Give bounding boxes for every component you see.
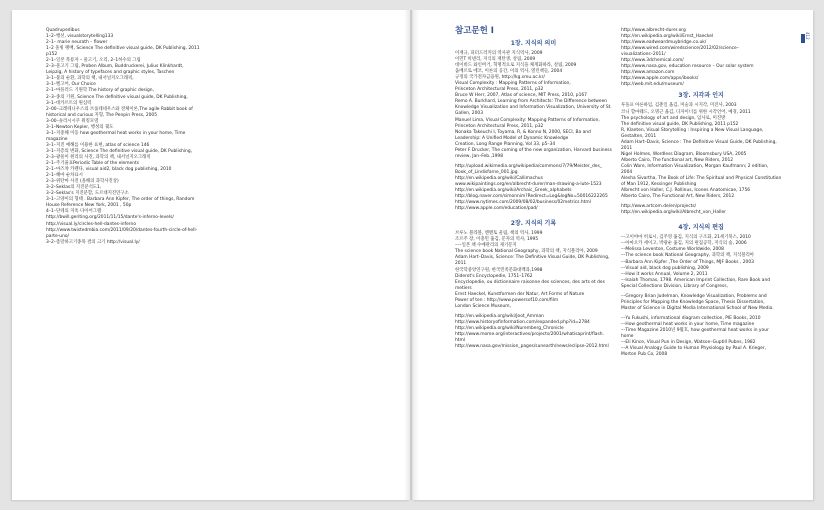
reference-line: ––A Visual Analogy Guide to Human Physiology by Paul A. Krieger, [621,346,767,352]
reference-url: http://web.mit.edu/museum/ [621,82,684,88]
reference-line: 2004 [621,169,633,175]
figure-credit-line: 3–1–지층의 변화, Science The definitive visual guide, DK Publishing, [46,148,192,154]
reference-line: 데이비드 와인버거, 혁명적으로 지식을 체계화하라, 살림, 2009 [455,63,577,69]
references-column-1-body [455,40,612,354]
reference-line: Albrecht von Haller, C.J. Rollinus, Icones Anatomicae, 1756 [621,188,751,194]
figure-credit-line: http://bwill.geriting.org/2011/11/15/dante's-inferno-levels/ [46,215,174,221]
reference-line: http://www.mome.org/interactives/projects/2001/whatisaprint/flash. [455,331,604,337]
reference-line: Princeton Architectural Press, 2011, p32 [455,123,544,129]
chapter-heading: 1장. 지식의 의미 [510,40,557,47]
left-reference-list [46,28,200,246]
reference-line: ––고이야마 히로시, 김주영 옮김, 지식의 구조화, 21세기북스, 2010 [621,235,751,241]
figure-credit-line: 2–3–위탄마 사진 (올해의 과학사진상) [46,179,119,185]
reference-line: 2011 [621,145,633,151]
reference-line: http://en.wikipedia.org/wiki/Nuremberg_Chronicle [455,325,564,331]
figure-credit-line: 2–1–일본 복룡자 – 물고기, 오리, 2–1허수의 그림 [46,58,141,64]
references-column-1 [455,26,612,354]
reference-line: Bruce W Herr, 2007, Atlas of science, MIT Press, 2010, p167 [455,93,587,99]
reference-line: Leadership: A Unified Model of Dynamic Knowledge [455,135,569,141]
reference-line: ––How geothermal heat works in your home, Time magazine [621,321,755,327]
figure-credit-line: 3–2–Seklas's 지진분할, 도르대지진연구소 [46,191,129,197]
chapter-heading: 3장. 지각과 인지 [678,92,724,100]
reference-line: R, Klanten, Visual Storytelling : Inspiring a New Visual Language, [621,127,764,133]
references-column-2-body [621,92,781,362]
figure-credit-line: http://www.twistedmbia.com/2011/09/20/dantes-fourth-circle-of-hell- [46,227,198,233]
reference-line: Visual Complexity : Mapping Patterns of Information, [455,81,571,87]
reference-line: Colin Ware, Information Visualization, Morgan Kaufmann; 2 edition, [621,163,769,169]
reference-url: visualizations–2011/ [621,52,666,58]
reference-line: 한국학중앙연구원, 한국민족문화대백과,1998 [455,267,543,273]
reference-line: http://en.wikipedia.org/wiki/Callimachus [455,175,543,181]
figure-credit-line: 3–1–Newton Kepler, 행성의 궤도 [46,124,114,130]
figure-credit-line: 3–00–솔리시시쿠 워킹모델 [46,118,99,124]
figure-credit-line: 3–1–지진 예해를 이용한 표현, atlas of science 146 [46,142,150,148]
reference-url: http://www.apple.com/apps/ibooks/ [621,76,699,82]
reference-line: ––The science book National Geography, 과학의 책, 지식블리아 [621,253,755,259]
references-column-2-top [621,28,781,88]
reference-line: ––Barbara Ann Kipfer ,The Order of Things, MJF Books , 2003 [621,259,754,265]
figure-credit-line: 2–1–주기율표Periodic Table of the elements [46,161,140,167]
reference-line: London Science Museum, [455,303,511,309]
figure-credit-line: 3–1–데카르트의 원심력 [46,100,92,106]
figure-credit-line: Leipzig, A history of typefaces and graphic styles, Taschen [46,70,175,76]
figure-credit-line: Quadrupedibus [46,28,80,33]
figure-credit-line: http://visual.ly/circles-hell-dantes-inferno [46,221,137,227]
figure-credit-line: 3–2–좀말하고기종목 결의 크기 http://visual.ly/ [46,239,140,245]
reference-line: Adam Hart–Davis, Science: The Definitive Visual Guide, DK Publishing, [455,255,610,261]
reference-line: ––Eli Kince, Visual Pun in Design, Watson–Guptill Pubns, 1982 [621,340,756,346]
reference-line: review, Jan–Feb.,1998 [455,153,504,159]
reference-line: http://en.wikipedia.org/wiki/Archaic_Greek_alphabets [455,188,572,194]
figure-credit-line: 3–1–벨고어, Our Choice [46,82,96,88]
reference-line: 이민T 히넨리, 지식의 재탄생, 살림, 2009 [455,57,536,63]
figure-credit-line: 1–2 올빙 팽배, Science The definitive visual guide, DK Publishing, 2011 [46,46,200,52]
figure-credit-line: 3–1–고양이의 형태 . Barbara Ann Kipfer, The order of things, Random [46,197,195,203]
figure-credit-line: 2–3–물고기 그림, Proben Album, Buddruckerei, Julius Klinkhardt, [46,64,184,70]
book-gutter-shadow [404,10,420,500]
reference-url: http://www.3dchemical.com/ [621,58,684,64]
reference-line: Alberto Cairo, The Functional Art, New Riders, 2012 [621,194,735,200]
reference-line: Adam Hart–Davis, Science : The Definitive Visual Guide, DK Publishing, [621,139,777,145]
section-spacer [455,212,612,216]
reference-line: http://www.nasa.gov/mission_pages/sunearth/news/eclipse-2012.html [455,344,609,350]
reference-line: http://en.wikipedia.org/wiki/Joot_Amman [455,313,544,319]
figure-credit-line: 2–1–해마 순차표시 [46,173,83,179]
figure-credit-line: 2–1–마플러드 기원학 The history of graphic design, [46,88,154,94]
references-title: 참고문헌 Ⅰ [455,26,494,36]
reference-line: ––Isaiah Thomas, 1798. American Imprint Collection, Rare Book and [621,277,771,283]
reference-line: Remo A. Burkhard, Learning from Architects: The Difference between [455,99,608,105]
reference-line: ––Yu Fukushi, informational diagram collection, PIE Books, 2010 [621,315,761,321]
reference-line: Diderot's Encyclopedie, 1751–1762 [455,273,533,279]
figure-credit-line: historical and curious 지형, The Penpin Press, 2005 [46,112,157,118]
reference-line: Alberto Cairo, The functional art, New Riders, 2012 [621,157,734,163]
reference-line: Gallen, 2003 [455,111,483,117]
reference-line: 이재규, 피터드러커의 역사관 지식역사, 2009 [455,51,543,56]
reference-line: ––Visual aid, black dog publishing, 2009 [621,265,709,271]
reference-line: Gestalten, 2011 [621,133,657,139]
reference-line: Encyclopedie, ou dictionnaire raisonne des sciences, des arts et des [455,279,605,285]
reference-line: The science book National Geography, 과학의 책, 지식블리아, 2009 [455,249,598,255]
reference-line: Special Collections Division, Library of Congress, [621,283,728,289]
reference-line: Principles for Mapping the Knowledge Space, Thesis Dissertation, [621,299,765,305]
figure-credit-line: 3–2–Seklas의 지진분석도1, [46,185,102,191]
reference-line: html [455,338,466,344]
reference-url: http://www.amazon.com [621,70,675,76]
reference-line: 규정의 국가전자금융원, http://kg.smu.ac.kr/ [455,75,545,81]
section-spacer [621,216,781,220]
reference-line: Knowledge Visualization and Information Visualization, University of St. [455,105,612,111]
figure-credit-line: 4–1–단테의 지옥 다이어그램 [46,209,102,215]
reference-line: Ernst Haeckel, Kunstformen der Natur, Art Forms of Nature [455,291,585,297]
reference-line: 조르주 장, 이충민 옮김, 문자의 역사, 1995 [455,237,539,243]
reference-url: http://www.eadweardmuybridge.co.uk/ [621,40,707,46]
reference-line: Nonaka Takeuchi I, Toyama, R, & Konno N, 2000, SECI, Ba and [455,129,591,135]
figure-credit-line: 3–1–불의 순환, 과학의 책, 내서널지오그래픽, [46,76,134,82]
reference-line: Morton Pub Co, 2008 [621,352,668,358]
reference-line: 브루노 블라볼, 멘멘토 울림, 책의 역사, 1999 [455,231,543,237]
page-number: 412 [805,32,810,40]
figure-credit-line: magazine [46,136,68,142]
reference-line: ––Time Magazine 2010년 9월호, how geothermal heat works in your [621,327,769,333]
reference-line: 움베르토 에코, 이론의 공간, 이의 역사, 열린책들, 2004 [455,69,563,75]
reference-line: ––Melissa Leventon, Costume Worldwide, 2008 [621,247,724,253]
reference-line: Master of Science in Digital Media International School of New Media. [621,305,774,311]
reference-line: 루돌프 아른하임, 김춘일 옮김, 미술과 시지각, 미진사, 2003 [621,103,737,109]
section-spacer [621,358,781,362]
reference-line: home [621,334,634,340]
reference-line: Peter F Drucker, The coming of the new organization, Harvard business [455,147,612,153]
reference-url: http://www.wired.com/wiredscience/2012/02/science– [621,46,739,52]
section-spacer [455,350,612,354]
reference-line: http://www.historyofinformation.com/expanded.php?id=2784 [455,319,590,325]
reference-line: Manuel Lima, Visual Complexity: Mapping Patterns of Information, [455,117,600,123]
reference-line: ––아마오카 세이고, 박광순 옮김, 지의 편집공학, 지식의 숲, 2006 [621,241,747,247]
figure-credit-line: 2–3–광물이 원리의 사진, 과학의 책, 내서널지오그래픽 [46,154,151,160]
reference-line: 2011 [455,261,467,267]
reference-line: Alesha Sivartha, The Book of Life: The Spiritual and Physical Constitution [621,176,782,182]
reference-url: http://www.nasa.gov, education resource – Our solar system [621,64,754,70]
reference-line: http://upload.wikimedia.org/wikipedia/commons/7/79/Meister_des_ [455,163,602,169]
reference-line: http://en.wikipedia.org/wiki/Albrecht_von_Haller [621,210,726,216]
figure-credit-line: 3–1–지중해 이동 how geothermal heat works in your home, Time [46,130,186,136]
chapter-heading: 4장. 지식의 편집 [678,224,724,232]
reference-line: Creation, Long Range Planning, Vol 33, p5–34 [455,141,556,147]
reference-line: http://www.artcom.de/en/projects/ [621,204,697,210]
reference-line: ––Gregory Brian Judelman, Knowledge Visualization, Problems and [621,293,767,299]
figure-credit-line: 2–1– marie neurath – flower [46,40,108,46]
reference-line: Power of ten : http://www.powersof10.com/film [455,297,559,303]
reference-line: Nigel Holmes, Wordless Diagram, Bloomsbury USA, 2005 [621,151,747,157]
figure-credit-line: parte-uno/ [46,233,70,239]
reference-line: metiers [455,285,472,291]
figure-credit-line: 1–2–행선, visualstorytelling133 [46,34,114,40]
chapter-heading: 2장. 지식의 기록 [510,220,557,228]
reference-line: www.wikipaintings.org/en/albrecht-durer/man-drawing-a-lute-1523 [455,181,602,187]
reference-line: ––How it works Annual, Volume 2, 2011 [621,271,708,277]
figure-credit-line: 2–00–크레테니우스의 브롤테네우스와 전체이론,The agile Rabbit book of [46,106,193,112]
reference-line: Princeton Architectural Press, 2011, p32 [455,87,544,93]
figure-credit-line: House Reference New York, 2001 , 50p [46,203,132,209]
right-page [412,10,813,500]
reference-line: The psychology of art and design, 임사로, 미진방 [621,115,726,121]
figure-credit-line: p152 [46,52,58,58]
reference-url: http://en.wikipedia.org/wiki/Ernst_Haeckel [621,34,714,40]
figure-credit-line: 2–1–마즈챠 카렌다, visual aid2, black dog publishing, 2010 [46,167,172,173]
references-column-2 [621,28,781,362]
reference-line: Book_of_Lindisfarne_001.jpg [455,169,518,175]
reference-line: The definitive visual guide, DK Publishing, 2011 p152 [621,121,739,127]
reference-line: –––일본 책 수예관리의 제기문지 [455,243,517,249]
left-page [12,10,410,500]
figure-credit-line: 2–3–종의 기원, Science The definitive visual guide, DK Publishing, [46,94,188,100]
reference-line: http://www.nytimes.com/2009/08/02/business/02metrics.html [455,200,591,206]
reference-line: of Man 1912, Kessinger Publishing [621,182,697,188]
reference-line: http://www.apple.com/education/pad/ [455,206,538,212]
reference-line: http://blog.naver.com/simonnim?Redirect=Log&logNo=50016222265 [455,194,608,200]
reference-url: http://www.albrecht-durer.org [621,28,686,33]
reference-line: 코니 할마웨드, 오명근 옮김, 디자이너를 위한 시각언어, 예경, 2011 [621,109,751,115]
